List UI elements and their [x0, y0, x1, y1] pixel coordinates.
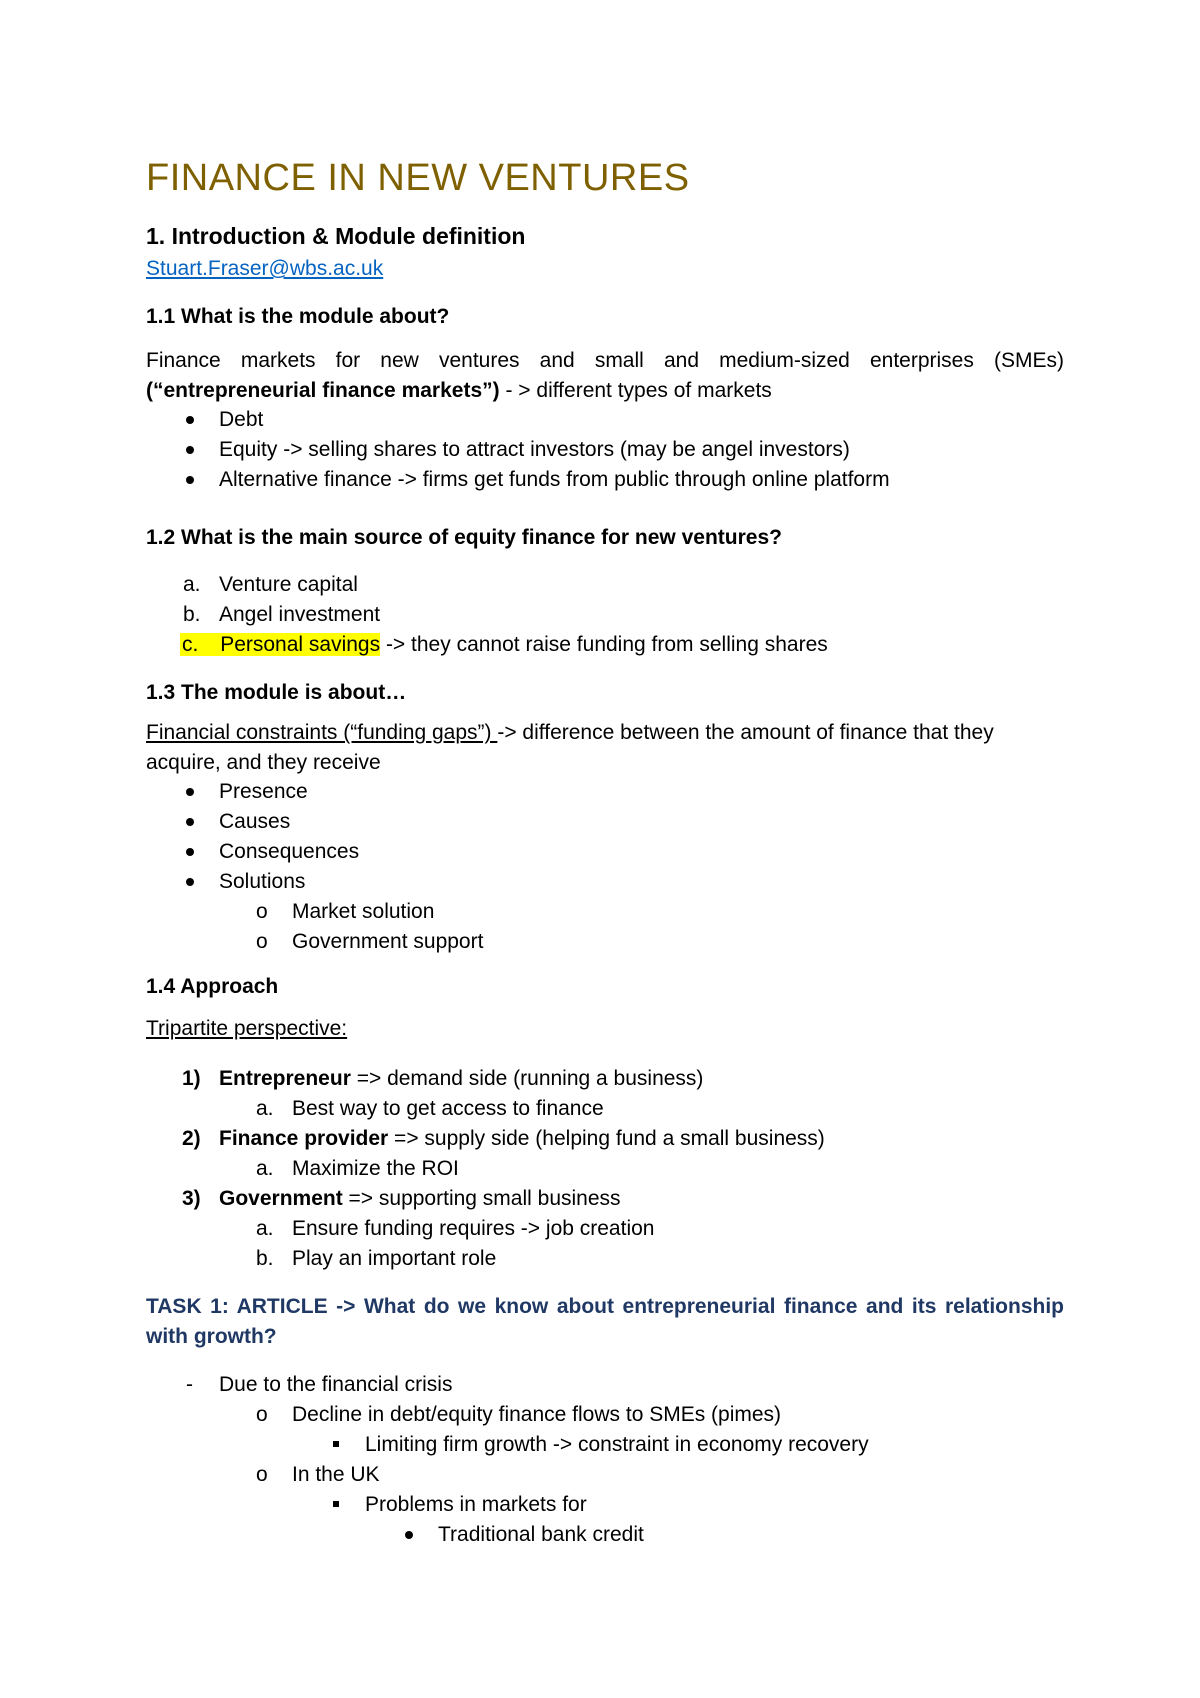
list-item: Angel investment	[219, 603, 381, 626]
list-item-rest: => supporting small business	[342, 1187, 621, 1210]
list-number: 3)	[182, 1187, 201, 1210]
bullet-icon	[186, 476, 194, 484]
section-heading-1-1: 1.1 What is the module about?	[146, 305, 450, 328]
bold-term: Government	[219, 1187, 343, 1210]
paragraph-line: acquire, and they receive	[146, 751, 381, 774]
bullet-icon	[405, 1531, 413, 1539]
dash-marker: -	[186, 1373, 193, 1396]
underlined-term: Financial constraints (“funding gaps”)	[146, 721, 498, 744]
list-item: Solutions	[219, 870, 306, 893]
square-bullet-icon	[333, 1441, 339, 1447]
list-item-highlighted	[180, 632, 828, 658]
bullet-icon	[186, 818, 194, 826]
highlighted-text: Personal savings	[220, 633, 381, 656]
sub-bullet-marker: o	[256, 1403, 268, 1426]
bullet-icon	[186, 416, 194, 424]
paragraph-text: -> difference between the amount of finance that they	[497, 721, 994, 744]
task-heading-cont: with growth?	[146, 1325, 277, 1348]
sub-bullet-marker: o	[256, 900, 268, 923]
sub-list-item: Market solution	[292, 900, 435, 923]
list-item	[219, 1126, 825, 1152]
list-marker: c.	[182, 633, 199, 656]
bold-term: (“entrepreneurial finance markets”)	[146, 379, 500, 402]
subheading: Tripartite perspective:	[146, 1017, 348, 1040]
section-heading-1-4: 1.4 Approach	[146, 975, 279, 998]
bullet-icon	[186, 788, 194, 796]
sub-list-item: Play an important role	[292, 1247, 497, 1270]
sub-sub-list-item: Problems in markets for	[365, 1493, 587, 1516]
list-item-rest: => supply side (helping fund a small business)	[388, 1127, 825, 1150]
bullet-icon	[186, 446, 194, 454]
sub-list-item: Maximize the ROI	[292, 1157, 459, 1180]
section-heading-introduction: 1. Introduction & Module definition	[146, 223, 526, 249]
list-item: Alternative finance -> firms get funds from public through online platform	[219, 468, 890, 491]
email-link[interactable]: Stuart.Fraser@wbs.ac.uk	[146, 257, 384, 280]
section-heading-1-2: 1.2 What is the main source of equity finance for new ventures?	[146, 526, 782, 549]
list-item: Causes	[219, 810, 291, 833]
list-item	[219, 1066, 703, 1092]
bold-term: Finance provider	[219, 1127, 389, 1150]
bold-term: Entrepreneur	[219, 1067, 351, 1090]
list-item: Equity -> selling shares to attract investors (may be angel investors)	[219, 438, 850, 461]
sub-list-item: In the UK	[292, 1463, 380, 1486]
list-marker: b.	[256, 1247, 274, 1270]
paragraph-line	[146, 378, 772, 404]
sub-sub-list-item: Limiting firm growth -> constraint in economy recovery	[365, 1433, 869, 1456]
list-item: Venture capital	[219, 573, 358, 596]
bullet-icon	[186, 848, 194, 856]
list-item-rest: -> they cannot raise funding from selling shares	[380, 633, 828, 656]
list-item: Debt	[219, 408, 264, 431]
sub-list-item: Ensure funding requires -> job creation	[292, 1217, 655, 1240]
sub-list-item: Best way to get access to finance	[292, 1097, 604, 1120]
list-number: 2)	[182, 1127, 201, 1150]
list-item: Consequences	[219, 840, 360, 863]
deep-list-item: Traditional bank credit	[438, 1523, 644, 1546]
bullet-icon	[186, 878, 194, 886]
list-marker: a.	[183, 573, 201, 596]
list-item	[219, 1186, 621, 1212]
paragraph-line	[146, 720, 994, 746]
list-marker: a.	[256, 1157, 274, 1180]
paragraph-line: Finance markets for new ventures and small and medium-sized enterprises (SMEs)	[146, 349, 1064, 372]
sub-bullet-marker: o	[256, 1463, 268, 1486]
sub-bullet-marker: o	[256, 930, 268, 953]
sub-list-item: Government support	[292, 930, 484, 953]
sub-list-item: Decline in debt/equity finance flows to SMEs (pimes)	[292, 1403, 782, 1426]
list-number: 1)	[182, 1067, 201, 1090]
list-marker: a.	[256, 1097, 274, 1120]
list-item: Due to the financial crisis	[219, 1373, 453, 1396]
section-heading-1-3: 1.3 The module is about…	[146, 681, 407, 704]
paragraph-text: - > different types of markets	[499, 379, 772, 402]
list-item: Presence	[219, 780, 308, 803]
task-heading: TASK 1: ARTICLE -> What do we know about entrepreneurial finance and its relationship	[146, 1295, 1064, 1318]
document-title: FINANCE IN NEW VENTURES	[146, 157, 690, 199]
list-marker: a.	[256, 1217, 274, 1240]
list-item-rest: => demand side (running a business)	[350, 1067, 704, 1090]
square-bullet-icon	[333, 1501, 339, 1507]
list-marker: b.	[183, 603, 201, 626]
